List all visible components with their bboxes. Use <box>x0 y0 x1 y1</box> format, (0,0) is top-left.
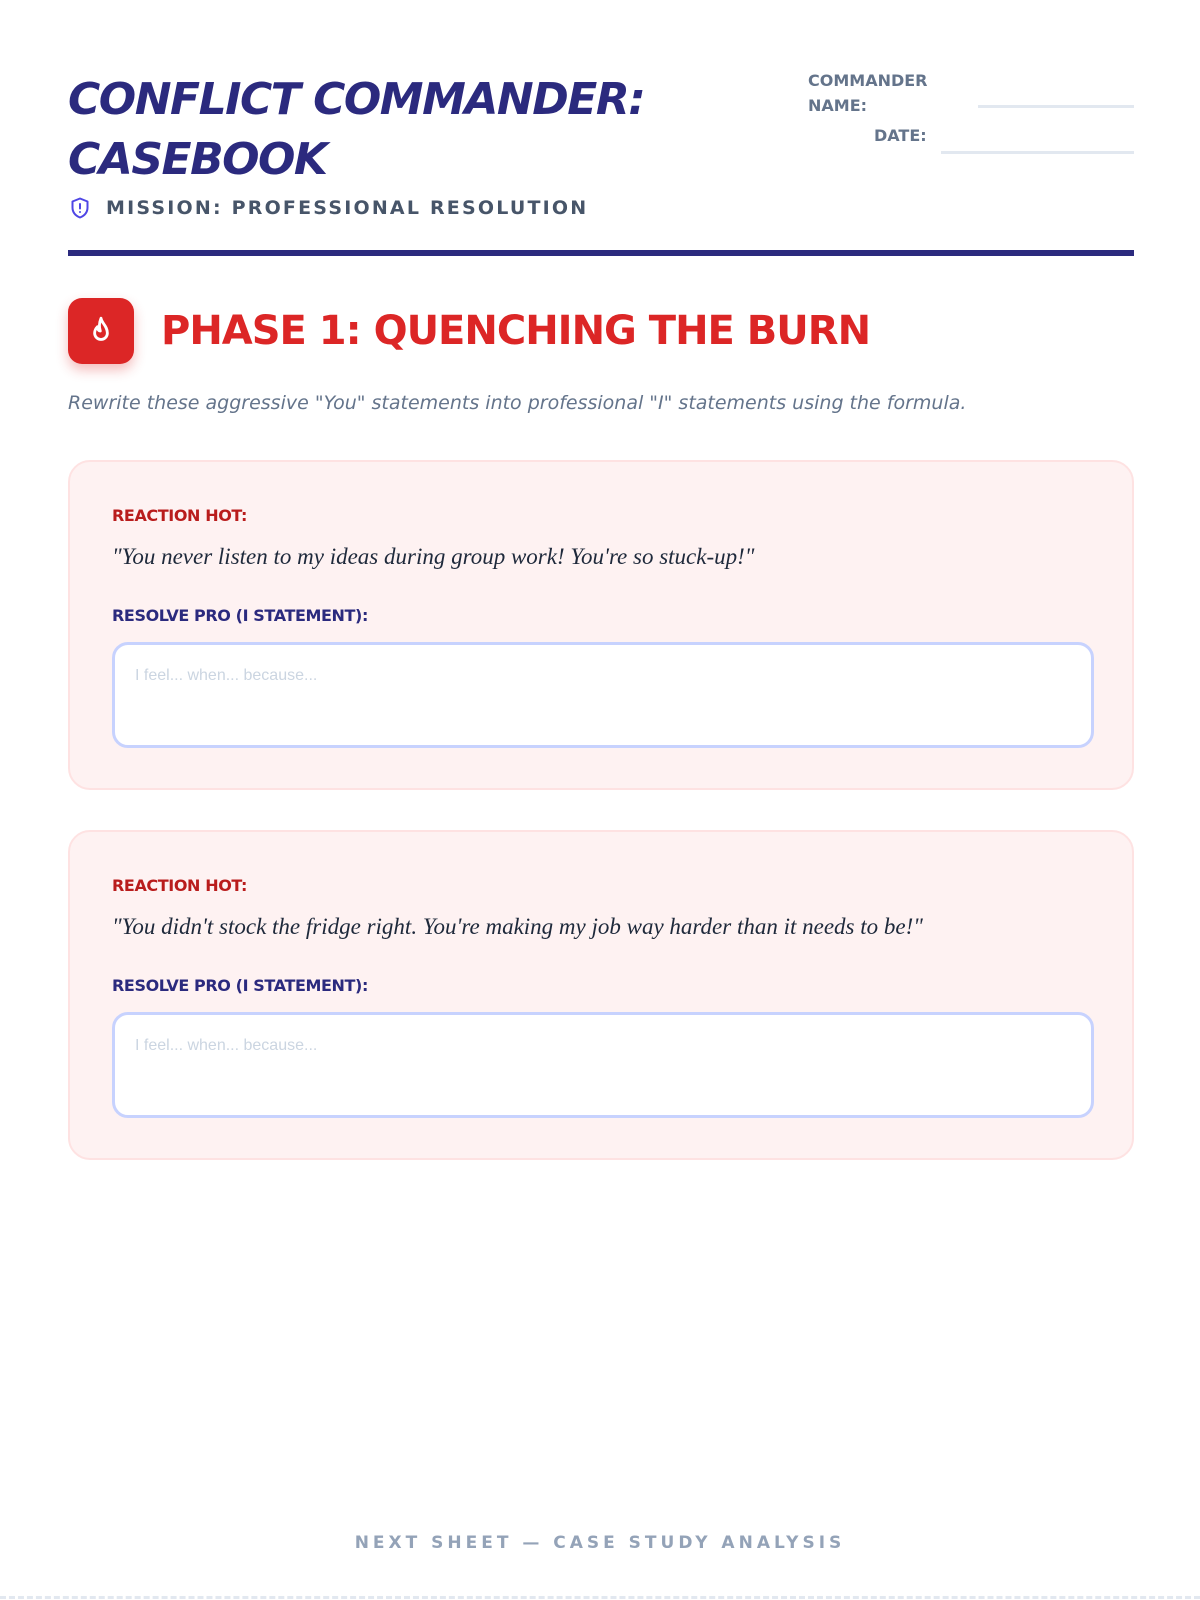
reaction-card <box>68 460 1134 790</box>
phase-title: PHASE 1: QUENCHING THE BURN <box>161 308 871 354</box>
reaction-label: REACTION HOT: <box>112 506 248 525</box>
mission-line <box>68 196 588 220</box>
mission-text: MISSION: PROFESSIONAL RESOLUTION <box>106 197 589 219</box>
commander-name-row <box>738 70 1134 126</box>
resolve-label: RESOLVE PRO (I STATEMENT): <box>112 606 368 625</box>
next-sheet-footer: NEXT SHEET — CASE STUDY ANALYSIS <box>354 1533 846 1553</box>
flame-icon <box>68 298 134 364</box>
date-field[interactable] <box>941 151 1134 154</box>
date-label: DATE: <box>874 126 927 145</box>
header-divider <box>68 250 1134 256</box>
shield-alert-icon <box>68 196 92 220</box>
i-statement-input[interactable] <box>112 642 1094 748</box>
instructions-text: Rewrite these aggressive "You" statements into professional "I" statements using the formula. <box>68 392 967 414</box>
phase-heading <box>68 298 870 364</box>
reaction-card <box>68 830 1134 1160</box>
reaction-quote: "You never listen to my ideas during group work! You're so stuck-up!" <box>112 544 755 569</box>
reaction-quote: "You didn't stock the fridge right. You're making my job way harder than it needs to be!" <box>112 914 923 939</box>
resolve-label: RESOLVE PRO (I STATEMENT): <box>112 976 368 995</box>
commander-name-field[interactable] <box>978 105 1134 108</box>
page-title: CONFLICT COMMANDER: CASEBOOK <box>68 74 645 185</box>
commander-name-label: COMMANDER NAME: <box>808 71 928 115</box>
commander-meta <box>738 70 1134 145</box>
reaction-label: REACTION HOT: <box>112 876 248 895</box>
i-statement-input[interactable] <box>112 1012 1094 1118</box>
page-header <box>68 70 1134 260</box>
page-cut-line <box>0 1596 1200 1599</box>
